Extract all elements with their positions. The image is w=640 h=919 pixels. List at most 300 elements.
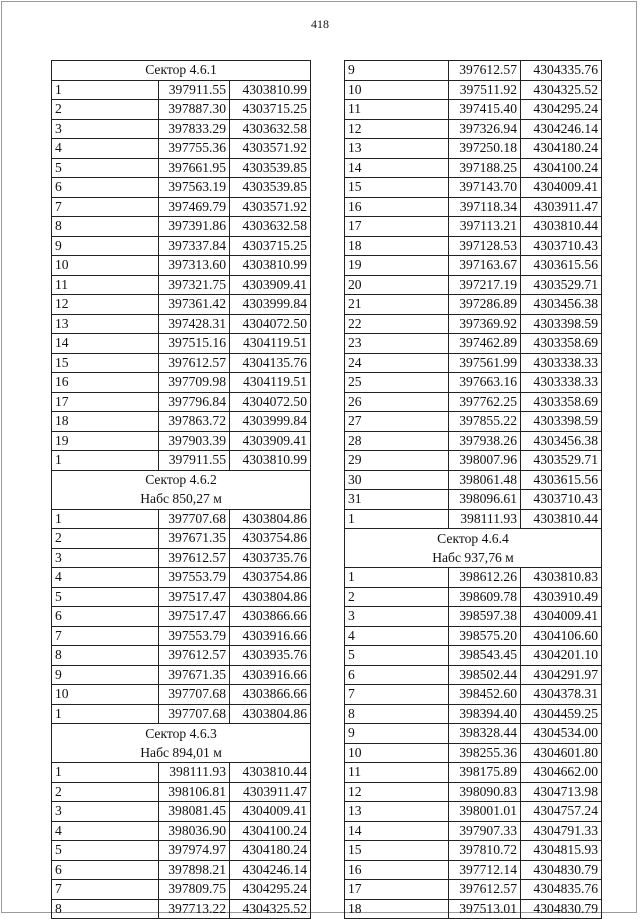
point-number: 2: [345, 587, 449, 607]
point-number: 17: [345, 880, 449, 900]
x-coordinate: 398111.93: [449, 509, 521, 529]
table-row: [345, 743, 602, 763]
y-coordinate: 4304100.24: [521, 158, 602, 178]
table-row: [52, 178, 311, 198]
x-coordinate: 397911.55: [159, 80, 230, 100]
point-number: 4: [52, 821, 159, 841]
x-coordinate: 398452.60: [449, 685, 521, 705]
point-number: 9: [345, 724, 449, 744]
x-coordinate: 398543.45: [449, 646, 521, 666]
page-number: 418: [311, 17, 329, 31]
x-coordinate: 398597.38: [449, 607, 521, 627]
x-coordinate: 398081.45: [159, 802, 230, 822]
x-coordinate: 397188.25: [449, 158, 521, 178]
x-coordinate: 397903.39: [159, 431, 230, 451]
x-coordinate: 398001.01: [449, 802, 521, 822]
table-row: [52, 353, 311, 373]
y-coordinate: 4303615.56: [521, 470, 602, 490]
x-coordinate: 397313.60: [159, 256, 230, 276]
table-row: [345, 509, 602, 529]
y-coordinate: 4303615.56: [521, 256, 602, 276]
table-row: [345, 490, 602, 510]
x-coordinate: 397326.94: [449, 119, 521, 139]
x-coordinate: 397515.16: [159, 334, 230, 354]
table-row: [345, 139, 602, 159]
point-number: 13: [345, 139, 449, 159]
table-row: [345, 782, 602, 802]
table-row: [345, 470, 602, 490]
point-number: 14: [52, 334, 159, 354]
x-coordinate: 398255.36: [449, 743, 521, 763]
x-coordinate: 397369.92: [449, 314, 521, 334]
y-coordinate: 4303804.86: [230, 587, 311, 607]
x-coordinate: 397511.92: [449, 80, 521, 100]
x-coordinate: 397428.31: [159, 314, 230, 334]
point-number: 7: [345, 685, 449, 705]
table-row: [345, 860, 602, 880]
point-number: 20: [345, 275, 449, 295]
x-coordinate: 398502.44: [449, 665, 521, 685]
point-number: 6: [345, 665, 449, 685]
y-coordinate: 4304791.33: [521, 821, 602, 841]
table-row: [52, 80, 311, 100]
y-coordinate: 4303338.33: [521, 353, 602, 373]
x-coordinate: 397762.25: [449, 392, 521, 412]
y-coordinate: 4303810.44: [230, 763, 311, 783]
table-row: [345, 392, 602, 412]
y-coordinate: 4303710.43: [521, 490, 602, 510]
y-coordinate: 4303710.43: [521, 236, 602, 256]
table-row: [52, 763, 311, 783]
point-number: 6: [52, 607, 159, 627]
point-number: 1: [52, 80, 159, 100]
y-coordinate: 4303910.49: [521, 587, 602, 607]
y-coordinate: 4304201.10: [521, 646, 602, 666]
x-coordinate: 398328.44: [449, 724, 521, 744]
y-coordinate: 4304830.79: [521, 860, 602, 880]
y-coordinate: 4304100.24: [230, 821, 311, 841]
sector-length: Набс 894,01 м: [52, 743, 311, 763]
point-number: 8: [52, 217, 159, 237]
point-number: 5: [52, 841, 159, 861]
point-number: 15: [345, 841, 449, 861]
x-coordinate: 397863.72: [159, 412, 230, 432]
table-row: [52, 607, 311, 627]
table-row: [52, 548, 311, 568]
y-coordinate: 4304757.24: [521, 802, 602, 822]
point-number: 25: [345, 373, 449, 393]
y-coordinate: 4303529.71: [521, 451, 602, 471]
point-number: 7: [52, 197, 159, 217]
table-row: [52, 119, 311, 139]
x-coordinate: 397612.57: [159, 353, 230, 373]
point-number: 4: [52, 139, 159, 159]
y-coordinate: 4303810.83: [521, 568, 602, 588]
y-coordinate: 4303571.92: [230, 197, 311, 217]
table-row: [345, 80, 602, 100]
x-coordinate: 397612.57: [449, 880, 521, 900]
point-number: 18: [345, 899, 449, 919]
table-row: [52, 275, 311, 295]
table-row: [345, 626, 602, 646]
point-number: 1: [52, 704, 159, 724]
point-number: 17: [52, 392, 159, 412]
point-number: 13: [52, 314, 159, 334]
y-coordinate: 4303804.86: [230, 704, 311, 724]
y-coordinate: 4304325.52: [521, 80, 602, 100]
point-number: 11: [52, 275, 159, 295]
y-coordinate: 4304009.41: [521, 178, 602, 198]
x-coordinate: 398175.89: [449, 763, 521, 783]
point-number: 29: [345, 451, 449, 471]
y-coordinate: 4303358.69: [521, 334, 602, 354]
y-coordinate: 4304713.98: [521, 782, 602, 802]
y-coordinate: 4304830.79: [521, 899, 602, 919]
y-coordinate: 4303338.33: [521, 373, 602, 393]
table-row: [52, 295, 311, 315]
sector-header-row: [52, 724, 311, 744]
table-row: [345, 373, 602, 393]
y-coordinate: 4303571.92: [230, 139, 311, 159]
x-coordinate: 397810.72: [449, 841, 521, 861]
point-number: 19: [345, 256, 449, 276]
y-coordinate: 4303539.85: [230, 178, 311, 198]
point-number: 24: [345, 353, 449, 373]
x-coordinate: 397612.57: [449, 61, 521, 81]
point-number: 13: [345, 802, 449, 822]
sector-header-row: [345, 529, 602, 549]
table-row: [345, 217, 602, 237]
y-coordinate: 4303866.66: [230, 607, 311, 627]
point-number: 3: [345, 607, 449, 627]
point-number: 10: [345, 80, 449, 100]
point-number: 14: [345, 158, 449, 178]
y-coordinate: 4303999.84: [230, 295, 311, 315]
y-coordinate: 4304534.00: [521, 724, 602, 744]
point-number: 19: [52, 431, 159, 451]
y-coordinate: 4304459.25: [521, 704, 602, 724]
point-number: 2: [52, 782, 159, 802]
point-number: 1: [52, 509, 159, 529]
point-number: 5: [345, 646, 449, 666]
table-row: [345, 412, 602, 432]
table-row: [345, 334, 602, 354]
y-coordinate: 4303810.44: [521, 509, 602, 529]
y-coordinate: 4304815.93: [521, 841, 602, 861]
point-number: 23: [345, 334, 449, 354]
x-coordinate: 397217.19: [449, 275, 521, 295]
table-row: [52, 314, 311, 334]
sector-length: Набс 850,27 м: [52, 490, 311, 510]
x-coordinate: 397712.14: [449, 860, 521, 880]
table-row: [52, 139, 311, 159]
y-coordinate: 4304246.14: [521, 119, 602, 139]
point-number: 9: [52, 665, 159, 685]
table-row: [345, 314, 602, 334]
point-number: 10: [52, 685, 159, 705]
x-coordinate: 398111.93: [159, 763, 230, 783]
x-coordinate: 397469.79: [159, 197, 230, 217]
y-coordinate: 4304662.00: [521, 763, 602, 783]
table-row: [345, 100, 602, 120]
table-row: [345, 119, 602, 139]
table-row: [52, 412, 311, 432]
y-coordinate: 4303810.99: [230, 256, 311, 276]
sector-title: Сектор 4.6.1: [52, 61, 311, 81]
x-coordinate: 397809.75: [159, 880, 230, 900]
point-number: 12: [52, 295, 159, 315]
table-row: [345, 275, 602, 295]
point-number: 16: [52, 373, 159, 393]
table-row: [345, 841, 602, 861]
x-coordinate: 397713.22: [159, 899, 230, 919]
y-coordinate: 4303810.99: [230, 80, 311, 100]
table-row: [345, 451, 602, 471]
x-coordinate: 397561.99: [449, 353, 521, 373]
point-number: 18: [52, 412, 159, 432]
y-coordinate: 4303715.25: [230, 100, 311, 120]
x-coordinate: 397563.19: [159, 178, 230, 198]
table-row: [52, 451, 311, 471]
y-coordinate: 4303754.86: [230, 568, 311, 588]
table-row: [345, 802, 602, 822]
point-number: 16: [345, 197, 449, 217]
y-coordinate: 4303804.86: [230, 509, 311, 529]
table-row: [345, 880, 602, 900]
y-coordinate: 4303909.41: [230, 431, 311, 451]
y-coordinate: 4303810.99: [230, 451, 311, 471]
point-number: 12: [345, 119, 449, 139]
y-coordinate: 4304601.80: [521, 743, 602, 763]
y-coordinate: 4303935.76: [230, 646, 311, 666]
sector-header-row: [345, 548, 602, 568]
table-row: [52, 509, 311, 529]
point-number: 9: [345, 61, 449, 81]
x-coordinate: 397612.57: [159, 646, 230, 666]
point-number: 11: [345, 100, 449, 120]
x-coordinate: 397671.35: [159, 529, 230, 549]
table-row: [52, 373, 311, 393]
y-coordinate: 4304180.24: [230, 841, 311, 861]
point-number: 8: [52, 646, 159, 666]
y-coordinate: 4303866.66: [230, 685, 311, 705]
x-coordinate: 397709.98: [159, 373, 230, 393]
x-coordinate: 397462.89: [449, 334, 521, 354]
point-number: 15: [345, 178, 449, 198]
sector-title: Сектор 4.6.4: [345, 529, 602, 549]
x-coordinate: 397128.53: [449, 236, 521, 256]
point-number: 1: [345, 568, 449, 588]
point-number: 1: [52, 451, 159, 471]
point-number: 15: [52, 353, 159, 373]
y-coordinate: 4303810.44: [521, 217, 602, 237]
point-number: 6: [52, 178, 159, 198]
table-row: [345, 821, 602, 841]
x-coordinate: 397163.67: [449, 256, 521, 276]
x-coordinate: 397755.36: [159, 139, 230, 159]
point-number: 27: [345, 412, 449, 432]
point-number: 22: [345, 314, 449, 334]
x-coordinate: 397553.79: [159, 626, 230, 646]
table-row: [345, 431, 602, 451]
y-coordinate: 4303911.47: [230, 782, 311, 802]
table-row: [52, 646, 311, 666]
point-number: 30: [345, 470, 449, 490]
x-coordinate: 397663.16: [449, 373, 521, 393]
point-number: 5: [52, 158, 159, 178]
point-number: 10: [52, 256, 159, 276]
point-number: 16: [345, 860, 449, 880]
y-coordinate: 4303754.86: [230, 529, 311, 549]
table-row: [52, 587, 311, 607]
table-row: [345, 646, 602, 666]
table-row: [52, 236, 311, 256]
table-row: [52, 665, 311, 685]
table-row: [345, 587, 602, 607]
point-number: 7: [52, 626, 159, 646]
y-coordinate: 4303916.66: [230, 665, 311, 685]
y-coordinate: 4304835.76: [521, 880, 602, 900]
coordinates-table-left: [51, 60, 311, 919]
y-coordinate: 4303735.76: [230, 548, 311, 568]
x-coordinate: 397938.26: [449, 431, 521, 451]
y-coordinate: 4303632.58: [230, 217, 311, 237]
table-row: [345, 197, 602, 217]
x-coordinate: 398036.90: [159, 821, 230, 841]
table-row: [52, 880, 311, 900]
point-number: 3: [52, 802, 159, 822]
x-coordinate: 398106.81: [159, 782, 230, 802]
table-row: [52, 841, 311, 861]
y-coordinate: 4304295.24: [230, 880, 311, 900]
sector-length: Набс 937,76 м: [345, 548, 602, 568]
y-coordinate: 4304119.51: [230, 334, 311, 354]
y-coordinate: 4304180.24: [521, 139, 602, 159]
x-coordinate: 397143.70: [449, 178, 521, 198]
table-row: [345, 763, 602, 783]
table-row: [345, 61, 602, 81]
point-number: 2: [52, 529, 159, 549]
y-coordinate: 4304119.51: [230, 373, 311, 393]
x-coordinate: 397118.34: [449, 197, 521, 217]
x-coordinate: 398096.61: [449, 490, 521, 510]
x-coordinate: 397898.21: [159, 860, 230, 880]
x-coordinate: 397337.84: [159, 236, 230, 256]
table-row: [345, 568, 602, 588]
point-number: 3: [52, 119, 159, 139]
point-number: 8: [345, 704, 449, 724]
point-number: 4: [345, 626, 449, 646]
x-coordinate: 398612.26: [449, 568, 521, 588]
x-coordinate: 397671.35: [159, 665, 230, 685]
x-coordinate: 397707.68: [159, 509, 230, 529]
point-number: 26: [345, 392, 449, 412]
table-row: [52, 158, 311, 178]
y-coordinate: 4303539.85: [230, 158, 311, 178]
point-number: 18: [345, 236, 449, 256]
table-row: [52, 821, 311, 841]
point-number: 14: [345, 821, 449, 841]
table-row: [345, 704, 602, 724]
sector-header-row: [52, 743, 311, 763]
point-number: 9: [52, 236, 159, 256]
x-coordinate: 398394.40: [449, 704, 521, 724]
y-coordinate: 4303398.59: [521, 412, 602, 432]
x-coordinate: 398609.78: [449, 587, 521, 607]
x-coordinate: 397517.47: [159, 587, 230, 607]
point-number: 31: [345, 490, 449, 510]
table-row: [345, 353, 602, 373]
x-coordinate: 397321.75: [159, 275, 230, 295]
y-coordinate: 4303398.59: [521, 314, 602, 334]
x-coordinate: 397517.47: [159, 607, 230, 627]
point-number: 1: [345, 509, 449, 529]
point-number: 3: [52, 548, 159, 568]
point-number: 5: [52, 587, 159, 607]
y-coordinate: 4304325.52: [230, 899, 311, 919]
table-row: [345, 236, 602, 256]
y-coordinate: 4303529.71: [521, 275, 602, 295]
table-row: [345, 158, 602, 178]
table-row: [345, 295, 602, 315]
point-number: 21: [345, 295, 449, 315]
point-number: 28: [345, 431, 449, 451]
x-coordinate: 398575.20: [449, 626, 521, 646]
x-coordinate: 397113.21: [449, 217, 521, 237]
x-coordinate: 397361.42: [159, 295, 230, 315]
x-coordinate: 397250.18: [449, 139, 521, 159]
y-coordinate: 4304072.50: [230, 314, 311, 334]
x-coordinate: 397513.01: [449, 899, 521, 919]
table-row: [52, 529, 311, 549]
y-coordinate: 4304335.76: [521, 61, 602, 81]
table-row: [52, 100, 311, 120]
y-coordinate: 4304009.41: [230, 802, 311, 822]
table-row: [52, 782, 311, 802]
coordinates-table-right: [344, 60, 602, 919]
point-number: 4: [52, 568, 159, 588]
table-row: [52, 334, 311, 354]
table-row: [52, 704, 311, 724]
y-coordinate: 4304072.50: [230, 392, 311, 412]
x-coordinate: 397415.40: [449, 100, 521, 120]
sector-header-row: [52, 490, 311, 510]
point-number: 8: [52, 899, 159, 919]
point-number: 7: [52, 880, 159, 900]
point-number: 17: [345, 217, 449, 237]
sector-header-row: [52, 470, 311, 490]
point-number: 2: [52, 100, 159, 120]
point-number: 11: [345, 763, 449, 783]
y-coordinate: 4303456.38: [521, 295, 602, 315]
point-number: 12: [345, 782, 449, 802]
x-coordinate: 397612.57: [159, 548, 230, 568]
x-coordinate: 397911.55: [159, 451, 230, 471]
y-coordinate: 4303632.58: [230, 119, 311, 139]
sector-title: Сектор 4.6.2: [52, 470, 311, 490]
y-coordinate: 4304295.24: [521, 100, 602, 120]
x-coordinate: 397553.79: [159, 568, 230, 588]
y-coordinate: 4304135.76: [230, 353, 311, 373]
x-coordinate: 398007.96: [449, 451, 521, 471]
table-row: [52, 256, 311, 276]
x-coordinate: 397286.89: [449, 295, 521, 315]
table-row: [52, 626, 311, 646]
x-coordinate: 397707.68: [159, 704, 230, 724]
x-coordinate: 397855.22: [449, 412, 521, 432]
table-row: [52, 685, 311, 705]
y-coordinate: 4304009.41: [521, 607, 602, 627]
